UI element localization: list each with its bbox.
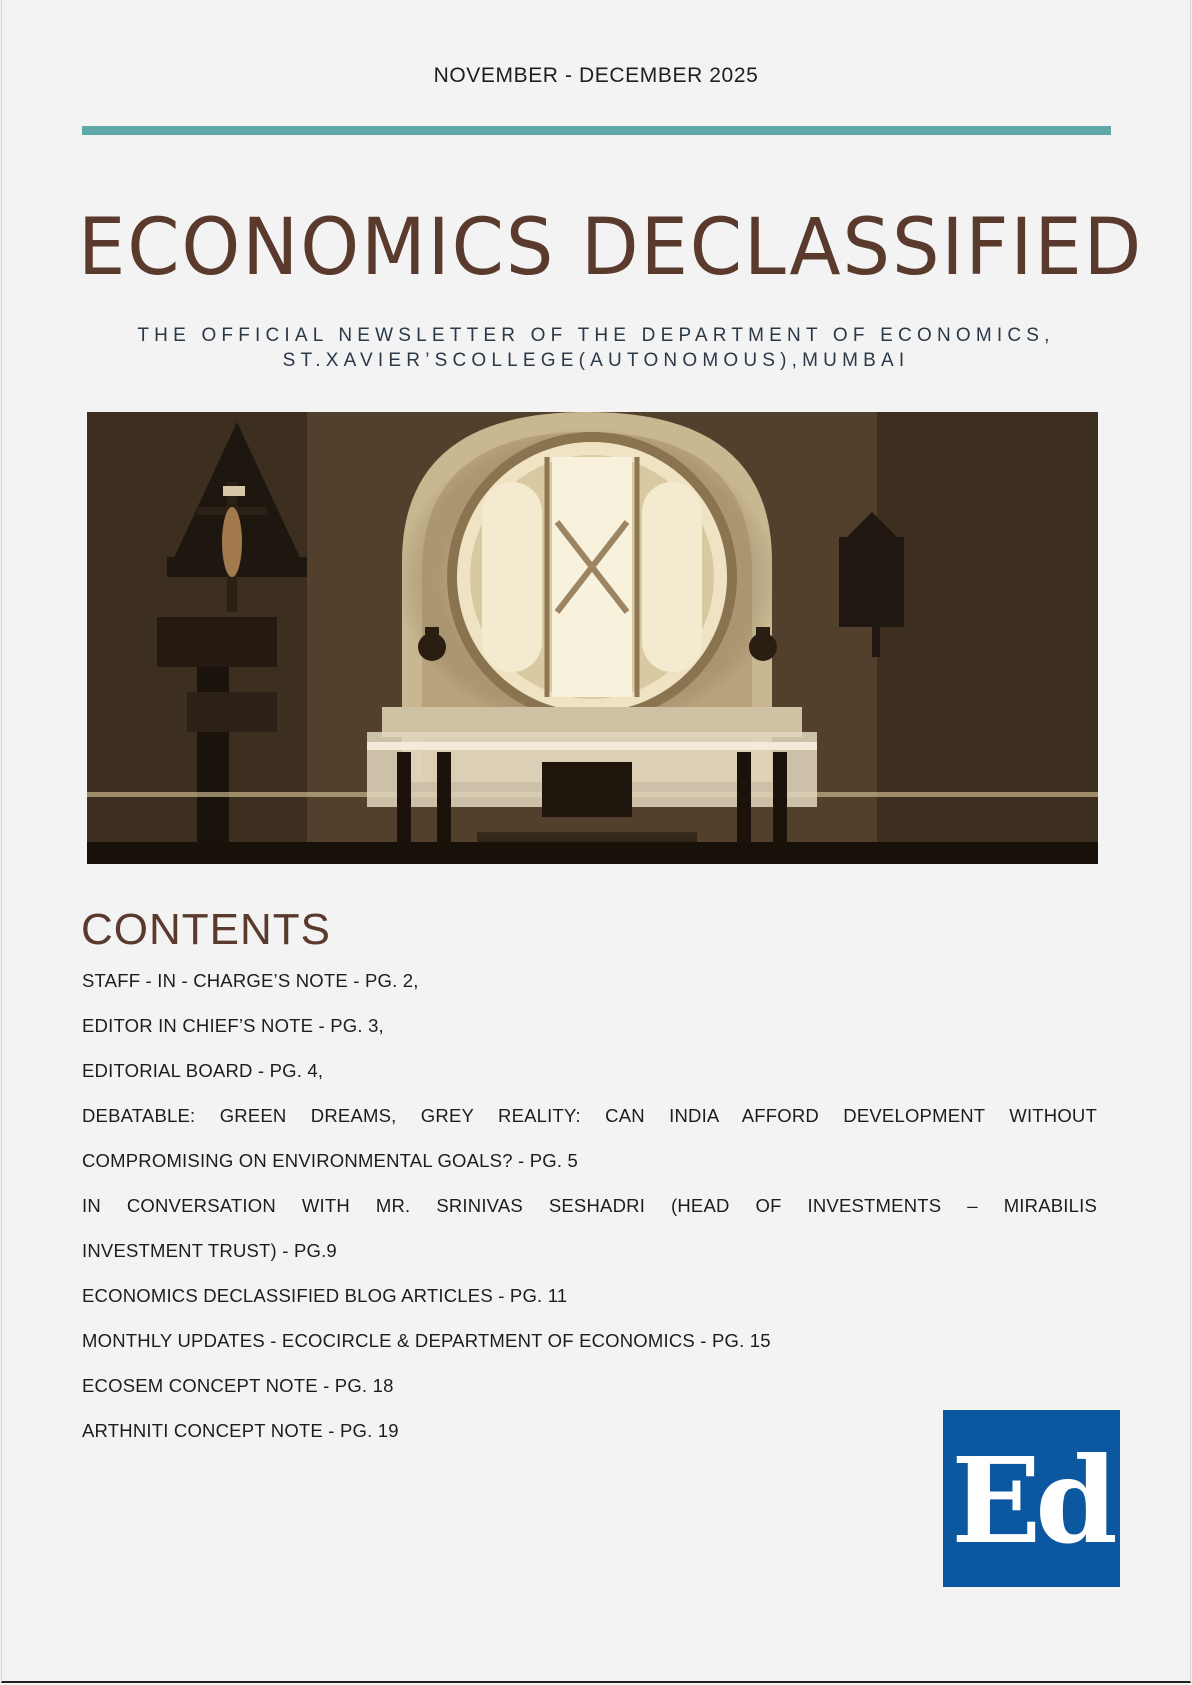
toc-item[interactable]: MONTHLY UPDATES - ECOCIRCLE & DEPARTMENT OF ECONOMICS - PG. 15 [82,1330,771,1351]
toc-item[interactable]: ECONOMICS DECLASSIFIED BLOG ARTICLES - PG. 11 [82,1285,568,1306]
toc-item[interactable]: COMPROMISING ON ENVIRONMENTAL GOALS? - PG. 5 [82,1150,579,1171]
newsletter-title: ECONOMICS DECLASSIFIED [78,203,1144,293]
toc-item[interactable]: EDITOR IN CHIEF’S NOTE - PG. 3, [82,1015,384,1036]
subtitle-line-2: ST.XAVIER’SCOLLEGE(AUTONOMOUS),MUMBAI [282,350,910,371]
toc-item[interactable]: ECOSEM CONCEPT NOTE - PG. 18 [82,1375,394,1396]
toc-item[interactable]: ARTHNITI CONCEPT NOTE - PG. 19 [82,1420,399,1441]
cover-photo [87,412,1098,864]
newsletter-subtitle [0,323,1192,373]
ed-logo [943,1410,1120,1587]
toc-item[interactable]: IN CONVERSATION WITH MR. SRINIVAS SESHADRI (HEAD OF INVESTMENTS – MIRABILIS [82,1195,1097,1216]
toc-item[interactable]: EDITORIAL BOARD - PG. 4, [82,1060,324,1081]
issue-date: NOVEMBER - DECEMBER 2025 [433,64,759,87]
table-of-contents [82,958,1097,1453]
toc-item[interactable]: INVESTMENT TRUST) - PG.9 [82,1240,337,1261]
ed-logo-text: Ed [951,1430,1112,1570]
header-divider [82,126,1111,135]
toc-item[interactable]: STAFF - IN - CHARGE’S NOTE - PG. 2, [82,970,419,991]
contents-heading: CONTENTS [81,905,331,954]
subtitle-line-1: THE OFFICIAL NEWSLETTER OF THE DEPARTMENT OF ECONOMICS, [137,325,1055,346]
toc-item[interactable]: DEBATABLE: GREEN DREAMS, GREY REALITY: CAN INDIA AFFORD DEVELOPMENT WITHOUT [82,1105,1097,1126]
